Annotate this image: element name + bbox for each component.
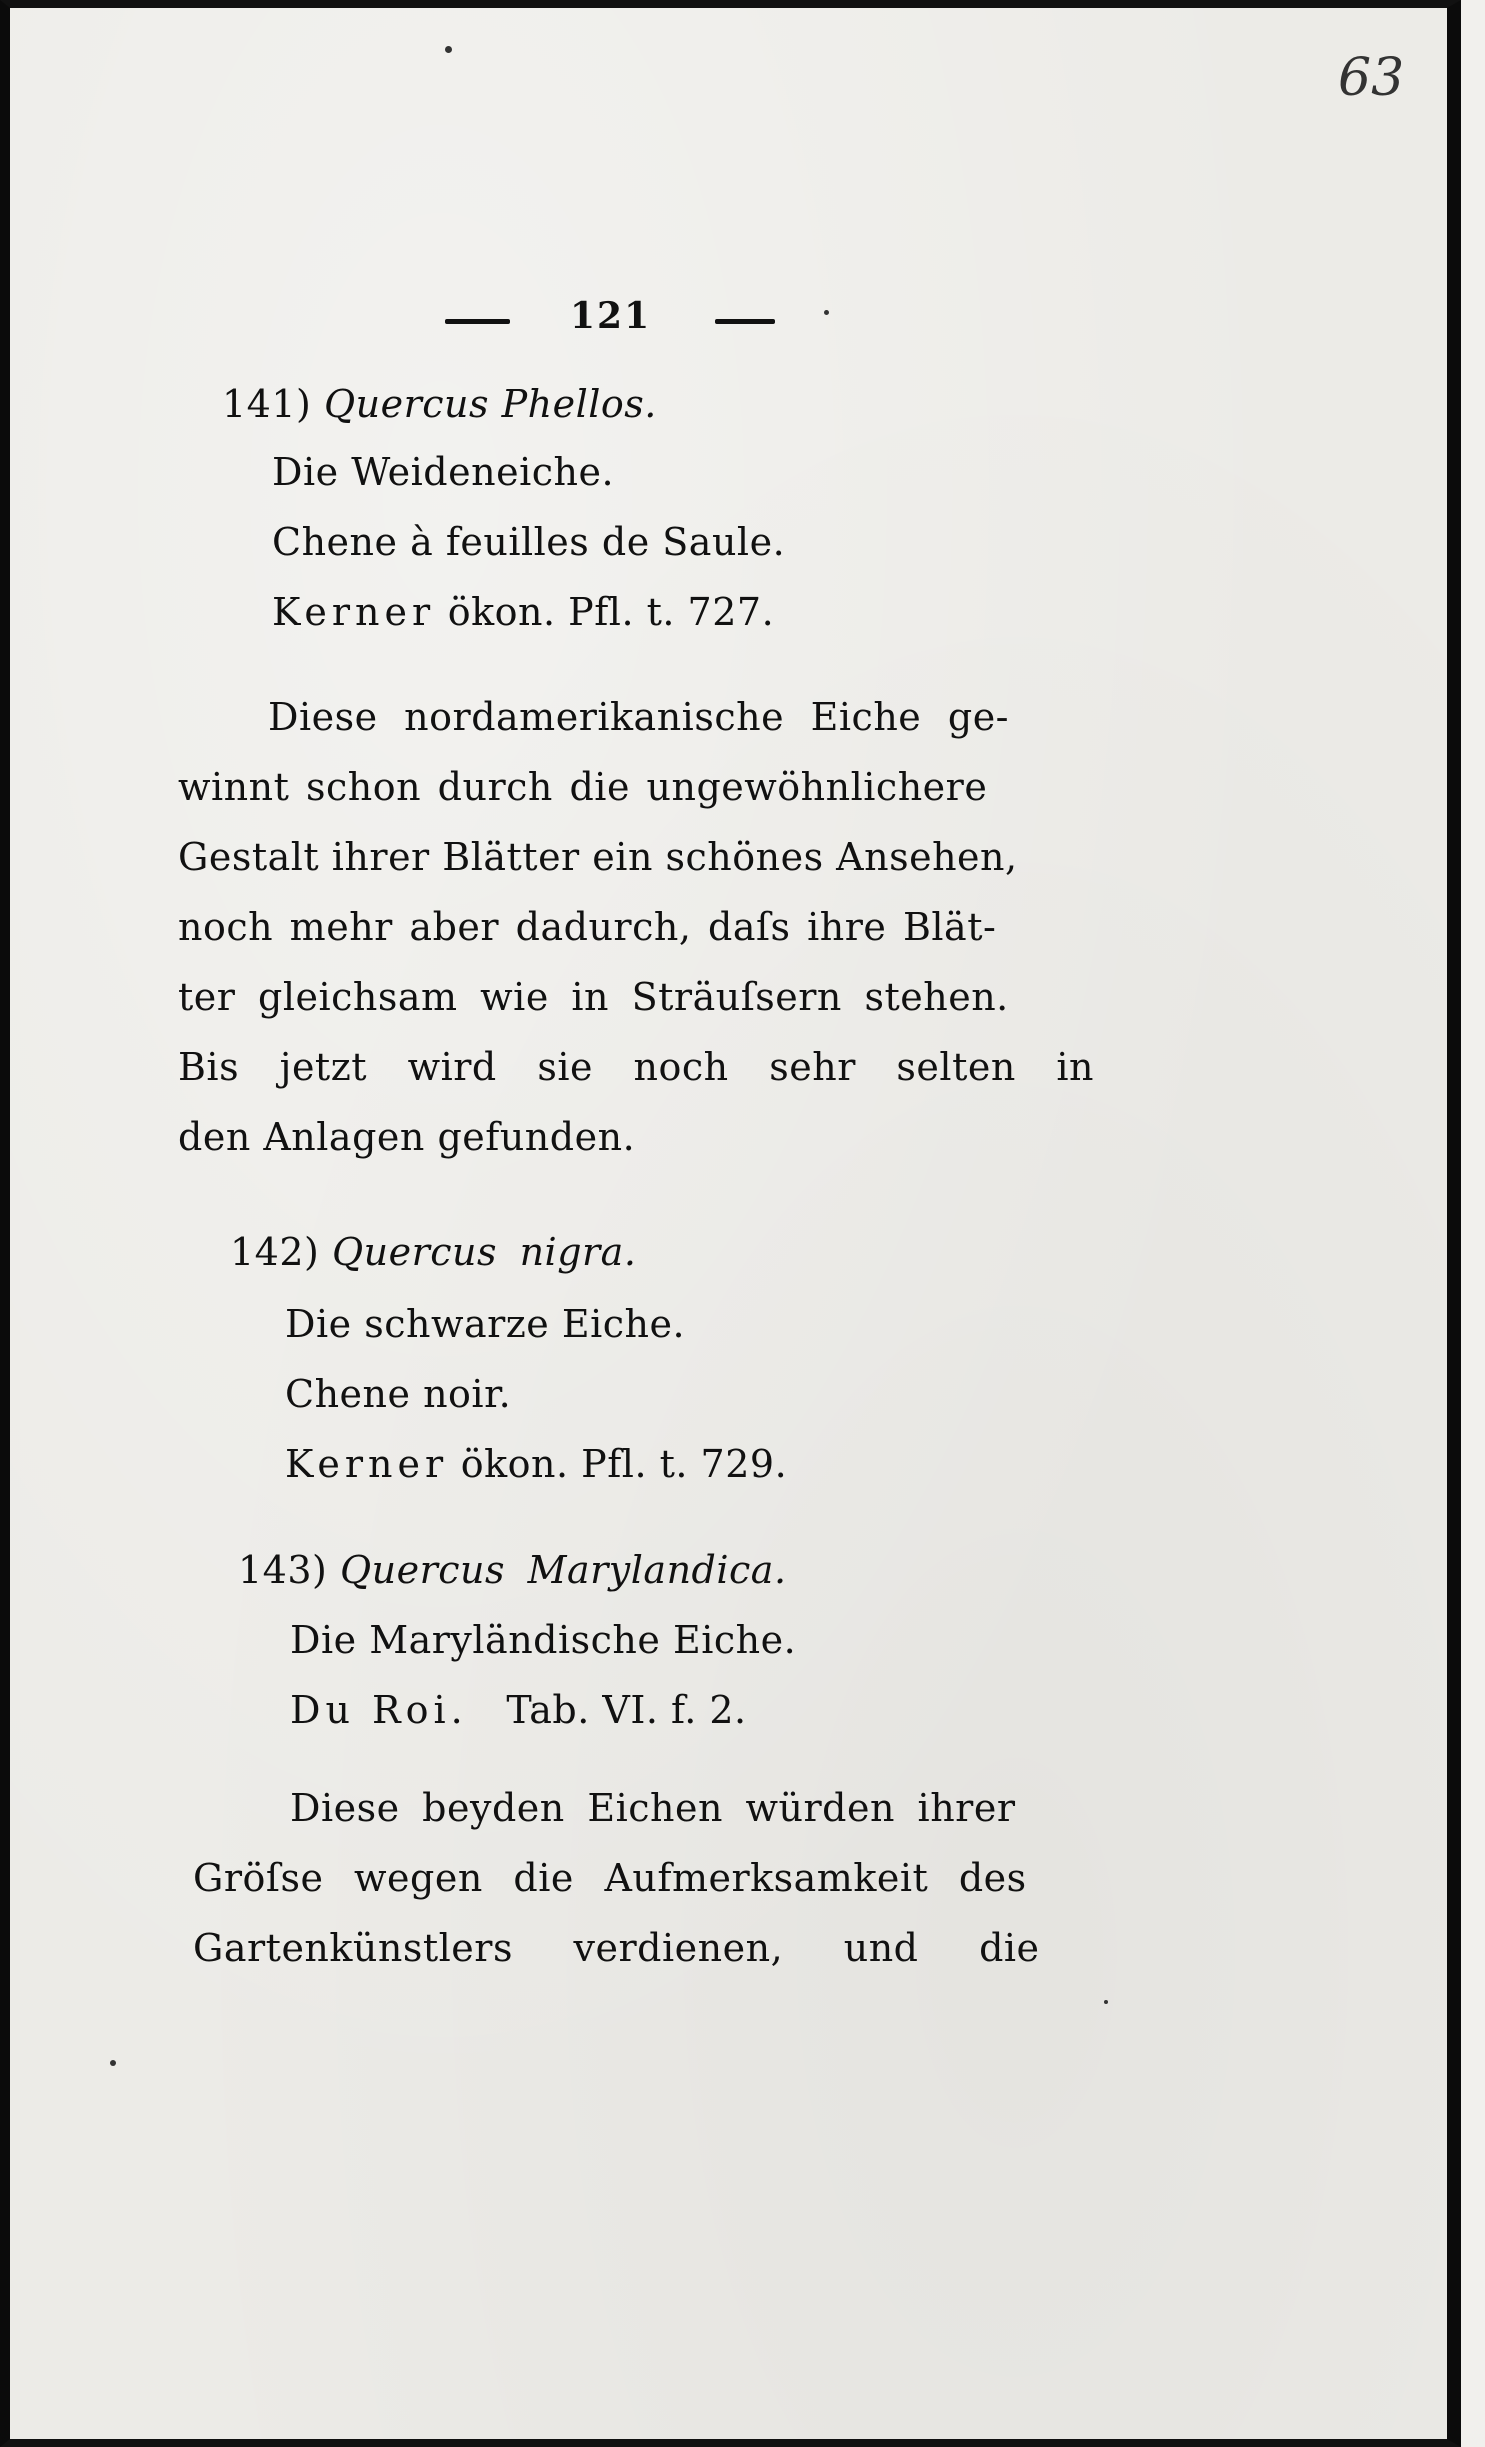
paragraph-line: Bis jetzt wird sie noch sehr selten in bbox=[178, 1045, 1095, 1089]
paragraph-line: Gartenkünstlers verdienen, und die bbox=[193, 1926, 1040, 1970]
reference-author: Kerner bbox=[272, 590, 436, 634]
entry-french-name: Chene à feuilles de Saule. bbox=[272, 520, 786, 564]
reference-author: Kerner bbox=[285, 1442, 449, 1486]
paragraph-line: winnt schon durch die ungewöhnlichere bbox=[178, 765, 988, 809]
entry-heading bbox=[238, 1548, 787, 1592]
paragraph-line: ter gleichsam wie in Sträuſsern stehen. bbox=[178, 975, 1009, 1019]
paragraph-line: noch mehr aber dadurch, daſs ihre Blät- bbox=[178, 905, 997, 949]
entry-french-name: Chene noir. bbox=[285, 1372, 512, 1416]
entry-reference bbox=[272, 590, 774, 634]
paper-speck bbox=[824, 310, 829, 315]
paper-speck bbox=[445, 46, 452, 53]
page-number: 121 bbox=[570, 295, 652, 337]
folio-number: 63 bbox=[1338, 48, 1405, 108]
header-dash-right bbox=[715, 319, 775, 324]
entry-latin-name: Quercus Phellos. bbox=[323, 382, 657, 426]
entry-german-name: Die Maryländische Eiche. bbox=[290, 1618, 797, 1662]
paragraph-line: Diese beyden Eichen würden ihrer bbox=[290, 1786, 1016, 1830]
entry-number: 142) bbox=[230, 1230, 320, 1274]
paragraph-line: Diese nordamerikanische Eiche ge- bbox=[268, 695, 1010, 739]
running-header bbox=[440, 295, 860, 345]
reference-detail: ökon. Pfl. t. 727. bbox=[447, 590, 775, 634]
entry-german-name: Die schwarze Eiche. bbox=[285, 1302, 686, 1346]
entry-german-name: Die Weideneiche. bbox=[272, 450, 615, 494]
reference-detail: ökon. Pfl. t. 729. bbox=[460, 1442, 788, 1486]
paragraph-line: den Anlagen gefunden. bbox=[178, 1115, 636, 1159]
entry-reference bbox=[290, 1688, 747, 1732]
entry-heading bbox=[222, 382, 657, 426]
entry-number: 143) bbox=[238, 1548, 328, 1592]
entry-latin-name: Quercus Marylandica. bbox=[339, 1548, 787, 1592]
entry-heading bbox=[230, 1230, 636, 1274]
reference-author: Du Roi. bbox=[290, 1688, 468, 1732]
paragraph-line: Gestalt ihrer Blätter ein schönes Ansehen, bbox=[178, 835, 1018, 879]
paragraph-line: Gröſse wegen die Aufmerksamkeit des bbox=[193, 1856, 1027, 1900]
entry-reference bbox=[285, 1442, 787, 1486]
entry-latin-name: Quercus nigra. bbox=[331, 1230, 637, 1274]
entry-number: 141) bbox=[222, 382, 312, 426]
paper-speck bbox=[110, 2060, 116, 2066]
paper-speck bbox=[1104, 2000, 1108, 2004]
header-dash-left bbox=[445, 319, 510, 324]
reference-detail: Tab. VI. f. 2. bbox=[506, 1688, 747, 1732]
